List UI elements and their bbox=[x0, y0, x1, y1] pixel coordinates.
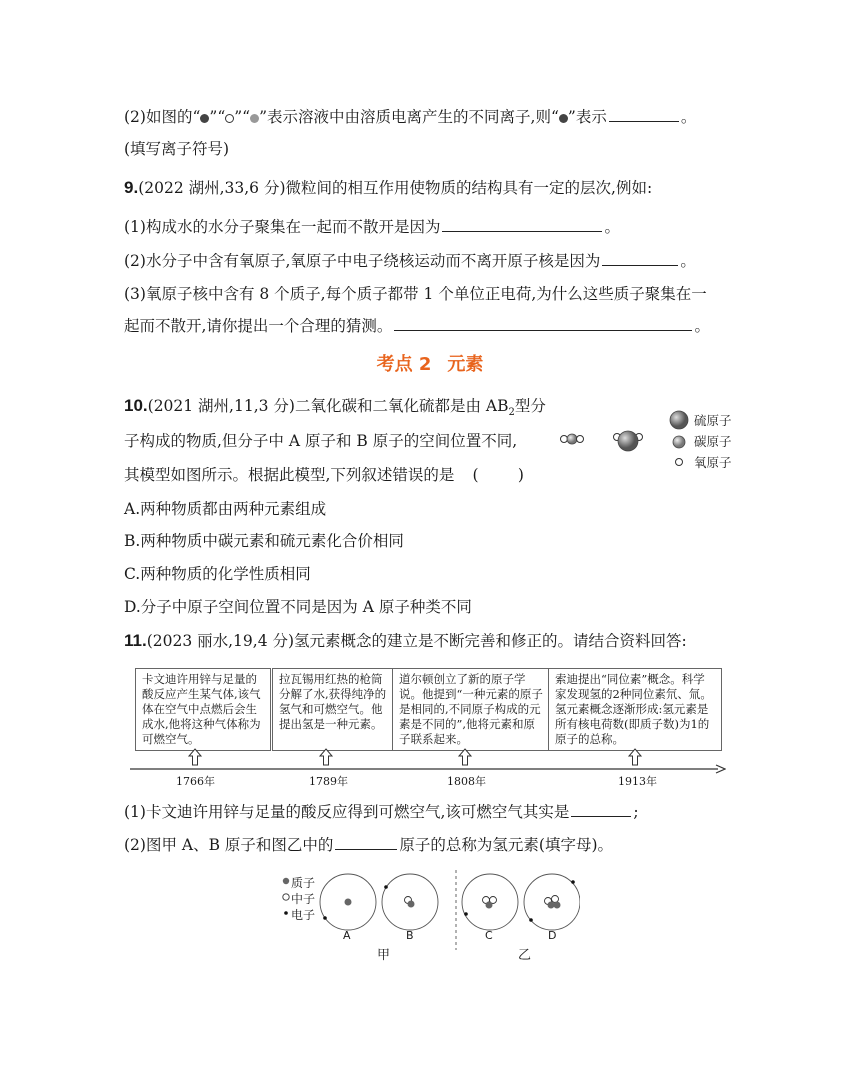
q11-p2-text: (2)图甲 A、B 原子和图乙中的 bbox=[124, 836, 334, 854]
q8-line-2: (填写离子符号) bbox=[124, 140, 230, 158]
question-number: 10. bbox=[124, 396, 148, 415]
q10-text: 其模型如图所示。根据此模型,下列叙述错误的是 bbox=[124, 466, 455, 484]
timeline-year-1808: 1808年 bbox=[447, 775, 486, 788]
punct: 。 bbox=[694, 317, 710, 335]
q9-part-3b bbox=[124, 314, 710, 337]
legend-carbon: 碳原子 bbox=[694, 434, 732, 449]
q9-p1-text: (1)构成水的水分子聚集在一起而不散开是因为 bbox=[124, 218, 441, 236]
q10-option-a[interactable]: A.两种物质都由两种元素组成 bbox=[124, 500, 327, 518]
co2-molecule-model bbox=[560, 431, 586, 447]
q11-intro bbox=[124, 630, 687, 652]
legend-sulfur: 硫原子 bbox=[694, 413, 732, 428]
atom-label-d: D bbox=[548, 929, 557, 942]
atom-legend-icons bbox=[668, 408, 692, 472]
answer-blank[interactable] bbox=[335, 833, 397, 850]
hollow-ion-icon bbox=[225, 114, 234, 123]
legend-neutron: 中子 bbox=[291, 892, 316, 906]
timeline-box-1808: 道尔顿创立了新的原子学说。他提到“一种元素的原子是相同的,不同原子构成的元素是不同的”,他将元素和原子联系起来。 bbox=[392, 668, 550, 751]
q9-intro-text: (2022 湖州,33,6 分)微粒间的相互作用使物质的结构具有一定的层次,例如: bbox=[138, 179, 653, 197]
q10-option-d[interactable]: D.分子中原子空间位置不同是因为 A 原子种类不同 bbox=[124, 598, 472, 616]
q10-text: (2021 湖州,11,3 分)二氧化碳和二氧化硫都是由 AB bbox=[147, 397, 509, 415]
punct: 。 bbox=[604, 218, 620, 236]
legend-oxygen: 氧原子 bbox=[694, 455, 732, 470]
q10-line-3 bbox=[124, 464, 524, 486]
q8-text: ”表示溶液中由溶质电离产生的不同离子,则“ bbox=[259, 108, 559, 126]
punct: 。 bbox=[680, 252, 696, 270]
q11-part-2 bbox=[124, 833, 613, 856]
so2-molecule-model bbox=[610, 423, 646, 455]
hydrogen-atoms-diagram bbox=[280, 868, 580, 964]
q9-p2-text: (2)水分子中含有氧原子,氧原子中电子绕核运动而不离开原子核是因为 bbox=[124, 252, 601, 270]
section-label: 考点 2 bbox=[376, 354, 432, 375]
q10-text: 型分 bbox=[514, 397, 546, 415]
q11-part-1 bbox=[124, 800, 639, 823]
timeline-box-1913: 索迪提出“同位素”概念。科学家发现氢的2种同位素氘、氚。氢元素概念逐渐形成:氢元素是所有核电荷数(即质子数)为1的原子的总称。 bbox=[548, 668, 722, 751]
q10-line-1 bbox=[124, 395, 546, 424]
section-title: 元素 bbox=[447, 354, 484, 375]
group-label-yi: 乙 bbox=[518, 948, 532, 963]
q8-line-1: (2)如图的“ ”“ ”“ ”表示溶液中由溶质电离产生的不同离子,则“ ”表示 。 bbox=[124, 105, 696, 128]
q9-part-2 bbox=[124, 249, 696, 272]
answer-paren[interactable]: ( ) bbox=[472, 466, 524, 484]
q11-p2-text: 原子的总称为氢元素(填字母)。 bbox=[399, 836, 614, 854]
timeline-box-1766: 卡文迪许用锌与足量的酸反应产生某气体,该气体在空气中点燃后会生成水,他将这种气体称为可燃空气。 bbox=[135, 668, 271, 751]
q9-p3b-text: 起而不散开,请你提出一个合理的猜测。 bbox=[124, 317, 393, 335]
answer-blank[interactable] bbox=[442, 215, 602, 232]
question-number: 9. bbox=[124, 178, 139, 197]
timeline-box-1789: 拉瓦锡用红热的枪筒分解了水,获得纯净的氢气和可燃空气。他提出氢是一种元素。 bbox=[272, 668, 396, 751]
q9-part-1 bbox=[124, 215, 620, 238]
dark-ion-icon bbox=[559, 114, 568, 123]
gray-ion-icon bbox=[250, 114, 259, 123]
q10-text: 子构成的物质,但分子中 A 原子和 B 原子的空间位置不同, bbox=[124, 432, 518, 450]
q10-option-b[interactable]: B.两种物质中碳元素和硫元素化合价相同 bbox=[124, 532, 404, 550]
answer-blank[interactable] bbox=[602, 249, 678, 266]
subscript: 2 bbox=[508, 407, 515, 419]
q10-option-c[interactable]: C.两种物质的化学性质相同 bbox=[124, 565, 311, 583]
legend-proton: 质子 bbox=[291, 876, 316, 890]
atom-label-c: C bbox=[485, 929, 493, 942]
q9-intro bbox=[124, 177, 652, 199]
answer-blank[interactable] bbox=[394, 314, 692, 331]
q11-p1-text: (1)卡文迪许用锌与足量的酸反应得到可燃空气,该可燃空气其实是 bbox=[124, 803, 570, 821]
legend-electron: 电子 bbox=[291, 908, 316, 922]
q9-part-3a: (3)氧原子核中含有 8 个质子,每个质子都带 1 个单位正电荷,为什么这些质子聚集在一 bbox=[124, 285, 707, 303]
dark-ion-icon bbox=[200, 114, 209, 123]
atom-label-b: B bbox=[406, 929, 414, 942]
timeline-year-1789: 1789年 bbox=[309, 775, 348, 788]
answer-blank[interactable] bbox=[571, 800, 631, 817]
punct: ; bbox=[633, 803, 639, 821]
timeline-year-1766: 1766年 bbox=[176, 775, 215, 788]
atom-label-a: A bbox=[343, 929, 351, 942]
q11-intro-text: (2023 丽水,19,4 分)氢元素概念的建立是不断完善和修正的。请结合资料回答: bbox=[146, 632, 687, 650]
group-label-jia: 甲 bbox=[377, 948, 391, 963]
q8-text: ”表示 bbox=[567, 108, 607, 126]
q8-text: 。 bbox=[680, 108, 697, 126]
q10-line-2 bbox=[124, 430, 517, 452]
q8-text: (2)如图的“ bbox=[124, 108, 201, 126]
section-header bbox=[0, 350, 860, 376]
timeline-year-1913: 1913年 bbox=[618, 775, 657, 788]
question-number: 11. bbox=[124, 631, 147, 650]
answer-blank[interactable] bbox=[609, 105, 679, 122]
